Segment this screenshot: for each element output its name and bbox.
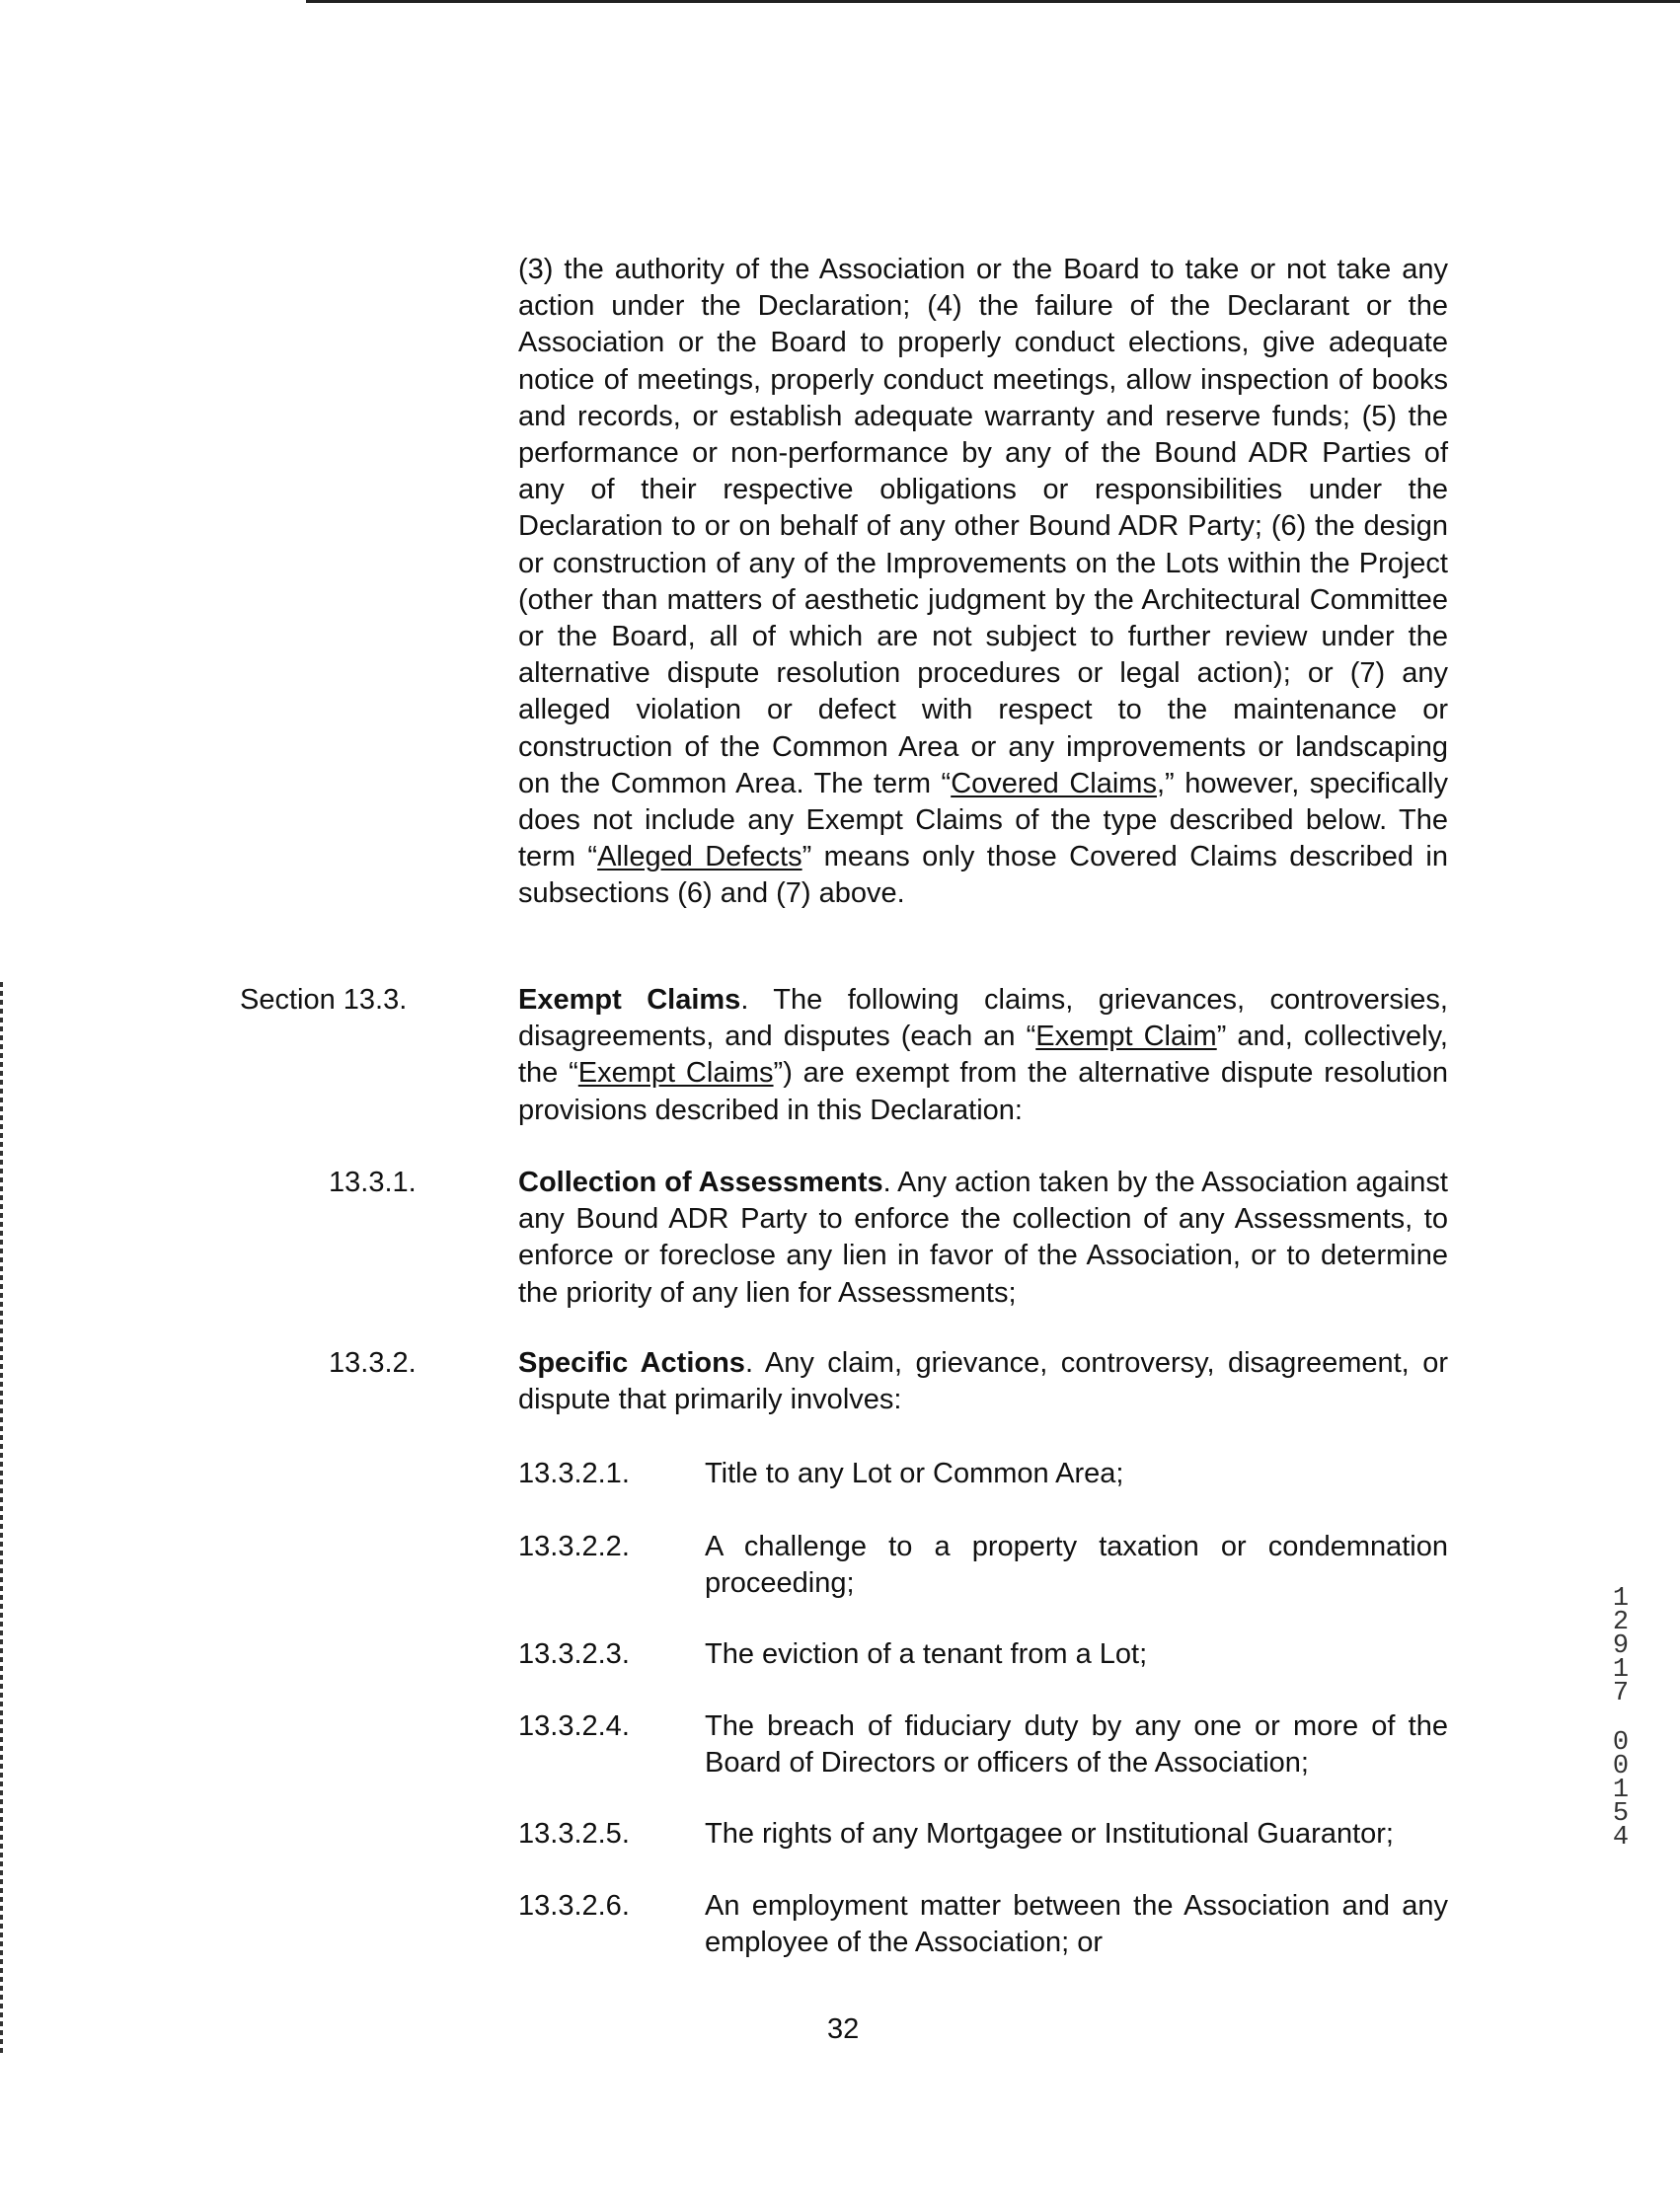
subitem-label: 13.3.2.5. xyxy=(518,1818,630,1850)
section-13-3-1-body: Collection of Assessments. Any action taken by the Association against any Bound ADR Party to enforce the collection of any Assessments, to enforce or foreclose any lien in favor of the Association, or to determine the priority of any lien for Assessments; xyxy=(518,1167,1448,1309)
subitem-label: 13.3.2.4. xyxy=(518,1710,630,1742)
subitem-label: 13.3.2.1. xyxy=(518,1458,630,1489)
defined-term-exempt-claim: Exempt Claim xyxy=(1035,1021,1217,1053)
section-13-3-2-body: Specific Actions. Any claim, grievance, controversy, disagreement, or dispute that primarily involves: xyxy=(518,1347,1448,1416)
subitem-label: 13.3.2.2. xyxy=(518,1531,630,1562)
margin-document-id: 1 2 9 1 7 0 0 1 5 4 xyxy=(1612,1584,1630,1853)
section-13-3-2-label: 13.3.2. xyxy=(329,1347,417,1379)
section-13-3-heading: Exempt Claims xyxy=(518,984,741,1016)
defined-term-alleged-defects: Alleged Defects xyxy=(597,841,802,873)
subitem-text: The eviction of a tenant from a Lot; xyxy=(705,1638,1148,1670)
scan-edge-marks xyxy=(0,982,3,2053)
subitem-text: An employment matter between the Association and any employee of the Association; or xyxy=(705,1890,1448,1959)
subitem-text: Title to any Lot or Common Area; xyxy=(705,1458,1124,1489)
intro-paragraph: (3) the authority of the Association or the Board to take or not take any action under the Declaration; (4) the failure of the Declarant or the Association or the Board to properly conduct elections, give adequate notice of meetings, properly conduct meetings, allow inspection of books and records, or establish adequate warranty and reserve funds; (5) the performance or non-performance by any of the Bound ADR Parties of any of their respective obligations or responsibilities under the Declaration to or on behalf of any other Bound ADR Party; (6) the design or construction of any of the Improvements on the Lots within the Project (other than matters of aesthetic judgment by the Architectural Committee or the Board, all of which are not subject to further review under the alternative dispute resolution procedures or legal action); or (7) any alleged violation or defect with respect to the maintenance or construction of the Common Area or any improvements or landscaping on the Common Area. The term “Covered Claims,” however, specifically does not include any Exempt Claims of the type described below. The term “Alleged Defects” means only those Covered Claims described in subsections (6) and (7) above. xyxy=(518,254,1449,910)
subitem-text: The breach of fiduciary duty by any one or more of the Board of Directors or officers of the Association; xyxy=(705,1710,1448,1780)
defined-term-exempt-claims: Exempt Claims xyxy=(577,1057,774,1090)
subitem-text: The rights of any Mortgagee or Institutional Guarantor; xyxy=(705,1818,1394,1850)
subitem-label: 13.3.2.3. xyxy=(518,1638,630,1670)
top-border-line xyxy=(306,0,1680,3)
subitem-text: A challenge to a property taxation or condemnation proceeding; xyxy=(705,1531,1448,1600)
section-13-3-1-label: 13.3.1. xyxy=(329,1167,417,1198)
section-13-3-2-heading: Specific Actions xyxy=(518,1347,745,1379)
defined-term-covered-claims: Covered Claims xyxy=(951,767,1157,799)
section-13-3-1-heading: Collection of Assessments xyxy=(518,1167,883,1198)
page-number: 32 xyxy=(827,2013,860,2045)
section-13-3-body: Exempt Claims. The following claims, grievances, controversies, disagreements, and disputes (each an “Exempt Claim” and, collectively, the “Exempt Claims”) are exempt from the alternative dispute resolution provisions described in this Declaration: xyxy=(518,984,1448,1126)
subitem-label: 13.3.2.6. xyxy=(518,1890,630,1922)
section-13-3-label: Section 13.3. xyxy=(240,984,408,1016)
